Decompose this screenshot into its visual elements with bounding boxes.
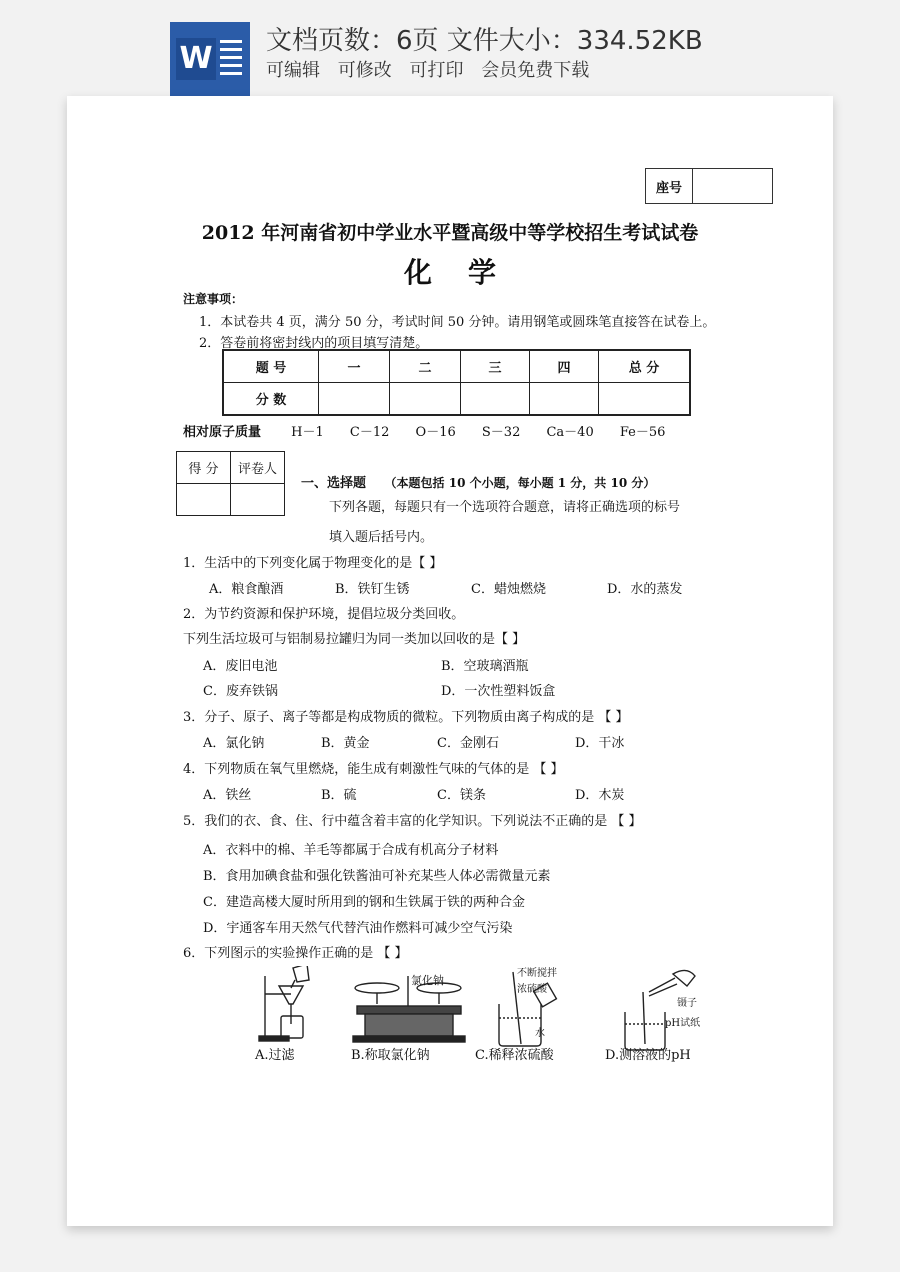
score-header-cell: 三 [461, 350, 530, 383]
note-item: 2．答卷前将密封线内的项目填写清楚。 [199, 336, 429, 351]
figure-c-label: 浓硫酸 [517, 984, 547, 995]
section-heading: 一、选择题 （本题包括 10 个小题，每小题 1 分，共 10 分） [301, 476, 656, 491]
score-header-cell: 四 [530, 350, 599, 383]
tag-free-download: 会员免费下载 [481, 60, 590, 81]
figure-c-label: 不断搅拌 [517, 968, 557, 979]
question-6: 6．下列图示的实验操作正确的是 【 】 [183, 946, 408, 961]
word-document-icon: W [170, 22, 250, 96]
section-instruction: 下列各题，每题只有一个选项符合题意，请将正确选项的标号 [329, 500, 681, 515]
q4-option: C．镁条 [437, 788, 486, 803]
figure-caption-b: B.称取氯化钠 [351, 1048, 430, 1063]
atomic-mass-line: 相对原子质量 H－1 C－12 O－16 S－32 Ca－40 Fe－56 [183, 425, 666, 440]
question-1: 1．生活中的下列变化属于物理变化的是【 】 [183, 556, 443, 571]
tag-editable: 可编辑 [266, 60, 320, 81]
score-header-cell: 总 分 [599, 350, 691, 383]
seat-label: 座号 [646, 169, 693, 203]
score-cell [599, 383, 691, 416]
q3-option: A．氯化钠 [203, 736, 265, 751]
grader-reviewer-label: 评卷人 [231, 452, 285, 484]
exam-title: 2012 年河南省初中学业水平暨高级中等学校招生考试试卷 [201, 222, 699, 244]
q4-option: B．硫 [321, 788, 357, 803]
figure-c-label: 水 [535, 1028, 545, 1039]
banner-tags [266, 56, 601, 82]
q5-option: C．建造高楼大厦时所用到的钢和生铁属于铁的两种合金 [203, 895, 525, 910]
figure-caption-d: D.测溶液的pH [605, 1048, 691, 1063]
score-row-label: 分 数 [223, 383, 319, 416]
section-instruction: 填入题后括号内。 [329, 530, 434, 545]
figure-caption-c: C.稀释浓硫酸 [475, 1048, 554, 1063]
score-cell [390, 383, 461, 416]
q4-option: D．木炭 [575, 788, 625, 803]
score-cell [461, 383, 530, 416]
exam-subject: 化学 [403, 256, 532, 289]
q2-option: A．废旧电池 [203, 659, 278, 674]
figure-b-label: 氯化钠 [411, 974, 444, 987]
atomic-mass-label: 相对原子质量 [183, 425, 262, 440]
q5-option: B．食用加碘食盐和强化铁酱油可补充某些人体必需微量元素 [203, 869, 551, 884]
grader-table [176, 451, 285, 516]
question-3: 3．分子、原子、离子等都是构成物质的微粒。下列物质由离子构成的是 【 】 [183, 710, 629, 725]
question-2-stem2: 下列生活垃圾可与铝制易拉罐归为同一类加以回收的是【 】 [183, 632, 526, 647]
seat-number-box [645, 168, 773, 204]
seat-value-cell [693, 169, 772, 203]
q5-option: D．宇通客车用天然气代替汽油作燃料可减少空气污染 [203, 921, 513, 936]
q3-option: D．干冰 [575, 736, 625, 751]
q1-option: C．蜡烛燃烧 [471, 582, 546, 597]
q2-option: C．废弃铁锅 [203, 684, 278, 699]
question-5: 5．我们的衣、食、住、行中蕴含着丰富的化学知识。下列说法不正确的是 【 】 [183, 814, 642, 829]
figure-caption-a: A.过滤 [255, 1048, 295, 1063]
score-cell [530, 383, 599, 416]
q2-option: B．空玻璃酒瓶 [441, 659, 529, 674]
figure-d-label: pH试纸 [665, 1018, 701, 1029]
q1-option: A．粮食酿酒 [209, 582, 284, 597]
question-4: 4．下列物质在氧气里燃烧，能生成有刺激性气味的气体的是 【 】 [183, 762, 564, 777]
figure-d-label: 镊子 [677, 998, 697, 1009]
q1-option: B．铁钉生锈 [335, 582, 410, 597]
score-header-cell: 一 [319, 350, 390, 383]
q3-option: B．黄金 [321, 736, 370, 751]
tag-printable: 可打印 [409, 60, 464, 81]
notes-heading: 注意事项： [183, 292, 244, 306]
dilution-figure [487, 966, 627, 1086]
q5-option: A．衣料中的棉、羊毛等都属于合成有机高分子材料 [203, 843, 499, 858]
tag-modifiable: 可修改 [337, 60, 392, 81]
banner-title: 文档页数：6页 文件大小：334.52KB [266, 26, 703, 56]
exam-page [67, 96, 833, 1226]
score-cell [319, 383, 390, 416]
download-banner [0, 0, 900, 96]
q1-option: D．水的蒸发 [607, 582, 683, 597]
q2-option: D．一次性塑料饭盒 [441, 684, 556, 699]
question-2: 2．为节约资源和保护环境，提倡垃圾分类回收。 [183, 607, 465, 622]
q3-option: C．金刚石 [437, 736, 499, 751]
score-table [222, 349, 691, 416]
score-header-cell: 题 号 [223, 350, 319, 383]
grader-score-label: 得 分 [177, 452, 231, 484]
q4-option: A．铁丝 [203, 788, 252, 803]
score-header-cell: 二 [390, 350, 461, 383]
note-item: 1．本试卷共 4 页，满分 50 分，考试时间 50 分钟。请用钢笔或圆珠笔直接答在试卷上。 [199, 315, 716, 330]
